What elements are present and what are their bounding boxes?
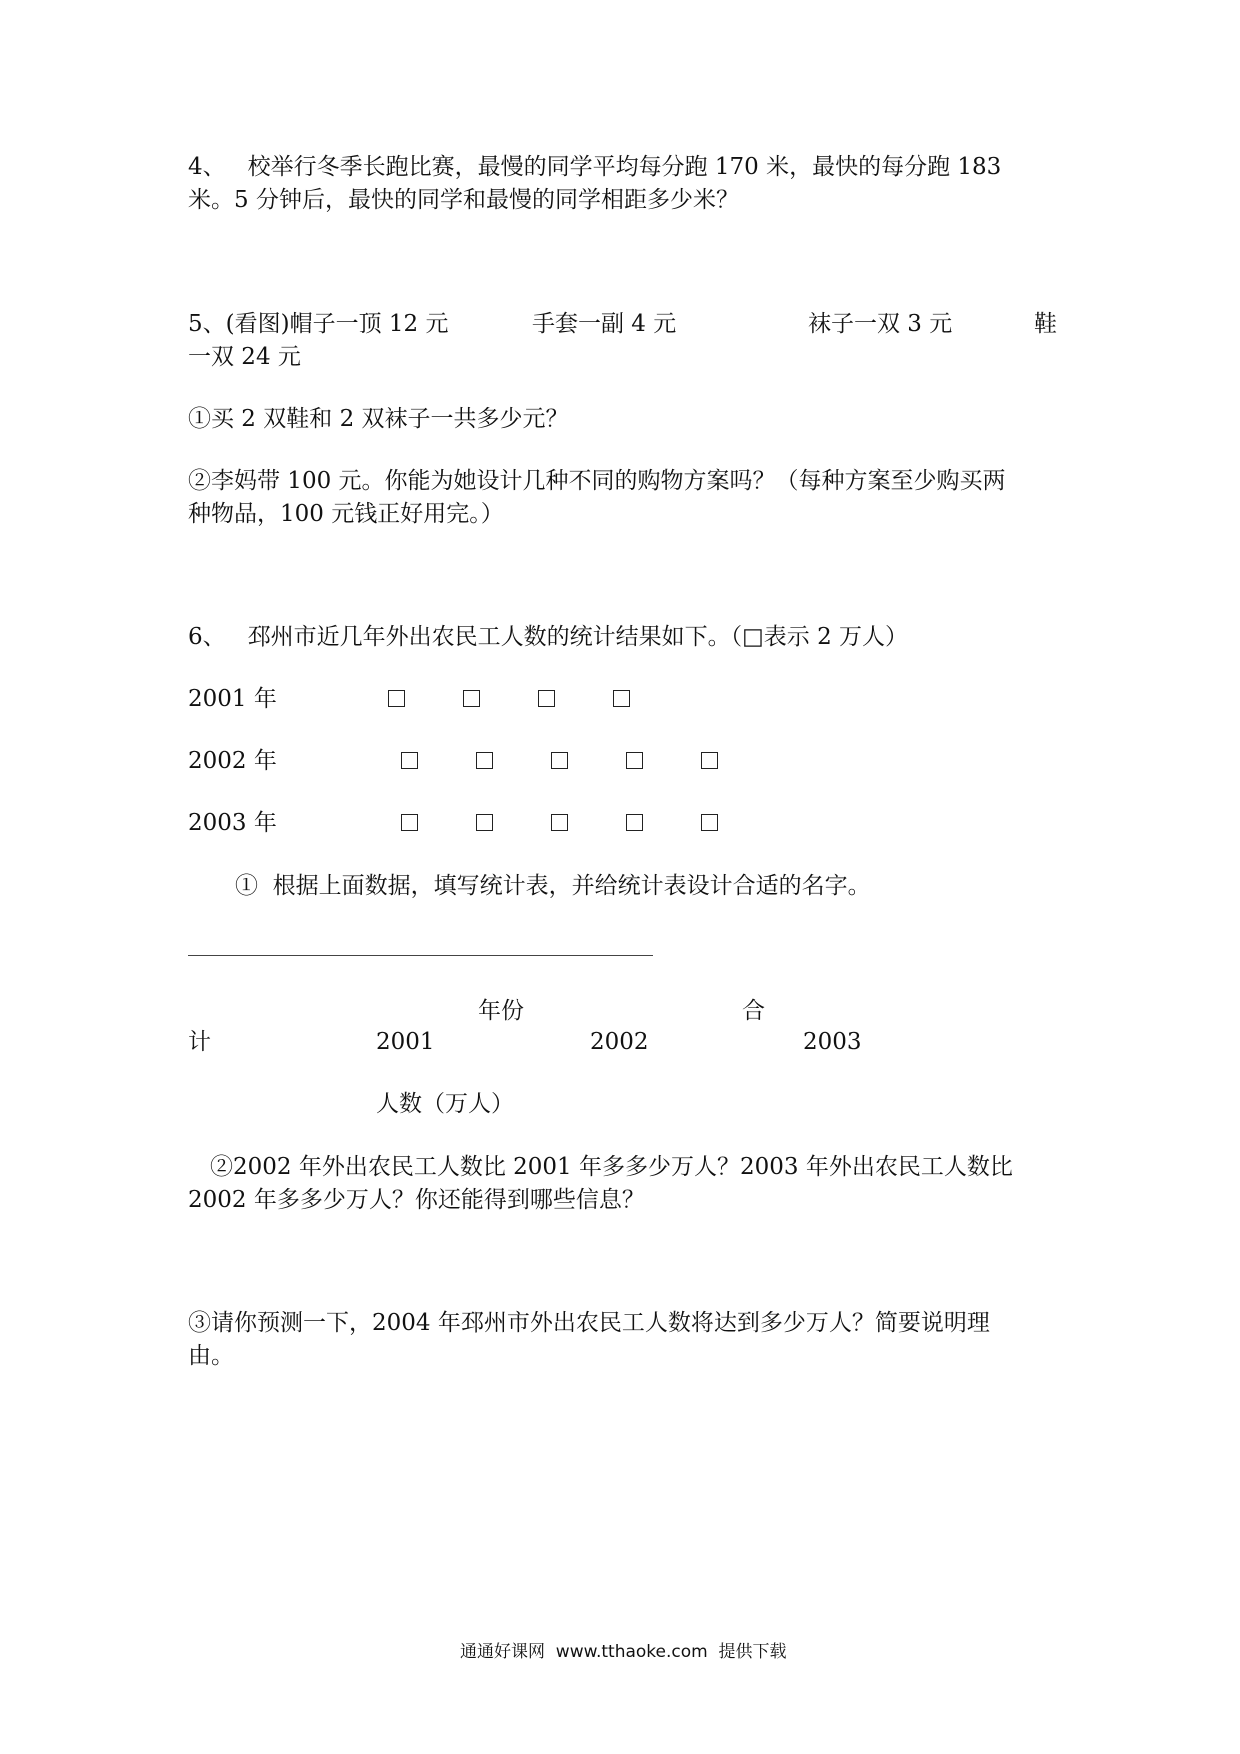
square-icon (626, 752, 643, 769)
table-header-total-b: 计 (188, 1029, 211, 1055)
square-icon (388, 690, 405, 707)
square-icon (613, 690, 630, 707)
table-title-blank-line (188, 955, 653, 956)
q5-shoes-label: 鞋 (1034, 311, 1057, 337)
table-col-2001: 2001 (376, 1029, 435, 1055)
square-icon (701, 814, 718, 831)
square-icon (701, 752, 718, 769)
q5-gloves-price: 手套一副 4 元 (532, 311, 677, 337)
table-col-2003: 2003 (803, 1029, 862, 1055)
square-icon (551, 814, 568, 831)
q6-sub-1: ① 根据上面数据，填写统计表，并给统计表设计合适的名字。 (235, 873, 871, 899)
q6-sub-2-line-1: ②2002 年外出农民工人数比 2001 年多多少万人？2003 年外出农民工人数比 (210, 1154, 1013, 1180)
q5-shoes-price: 一双 24 元 (188, 344, 301, 370)
square-icon (538, 690, 555, 707)
q5-sub-2-line-1: ②李妈带 100 元。你能为她设计几种不同的购物方案吗？（每种方案至少购买两 (188, 468, 1006, 494)
q6-sub-2-line-2: 2002 年多多少万人？你还能得到哪些信息？ (188, 1187, 645, 1213)
table-header-total-a: 合 (742, 998, 765, 1024)
square-icon (626, 814, 643, 831)
q5-socks-price: 袜子一双 3 元 (808, 311, 953, 337)
square-icon (476, 752, 493, 769)
footer-note: 通通好课网 www.tthaoke.com 提供下载 (460, 1642, 787, 1662)
square-icon (476, 814, 493, 831)
table-row-label: 人数（万人） (376, 1091, 514, 1117)
q6-year-2002: 2002 年 (188, 748, 277, 774)
q4-line-1: 4、 校举行冬季长跑比赛，最慢的同学平均每分跑 170 米，最快的每分跑 183 (188, 154, 1002, 180)
square-icon (401, 752, 418, 769)
q6-sub-3-line-1: ③请你预测一下，2004 年邳州市外出农民工人数将达到多少万人？简要说明理 (188, 1310, 990, 1336)
q6-year-2003: 2003 年 (188, 810, 277, 836)
q5-sub-1: ①买 2 双鞋和 2 双袜子一共多少元？ (188, 406, 569, 432)
q4-line-2: 米。5 分钟后，最快的同学和最慢的同学相距多少米？ (188, 187, 739, 213)
q6-intro: 6、 邳州市近几年外出农民工人数的统计结果如下。（□表示 2 万人） (188, 624, 909, 650)
square-icon (463, 690, 480, 707)
q5-hat-price: 5、(看图)帽子一顶 12 元 (188, 311, 449, 337)
table-header-year: 年份 (478, 998, 524, 1024)
q5-sub-2-line-2: 种物品，100 元钱正好用完。） (188, 501, 504, 527)
q6-sub-3-line-2: 由。 (188, 1343, 234, 1369)
table-col-2002: 2002 (590, 1029, 649, 1055)
square-icon (401, 814, 418, 831)
square-icon (551, 752, 568, 769)
q6-year-2001: 2001 年 (188, 686, 277, 712)
